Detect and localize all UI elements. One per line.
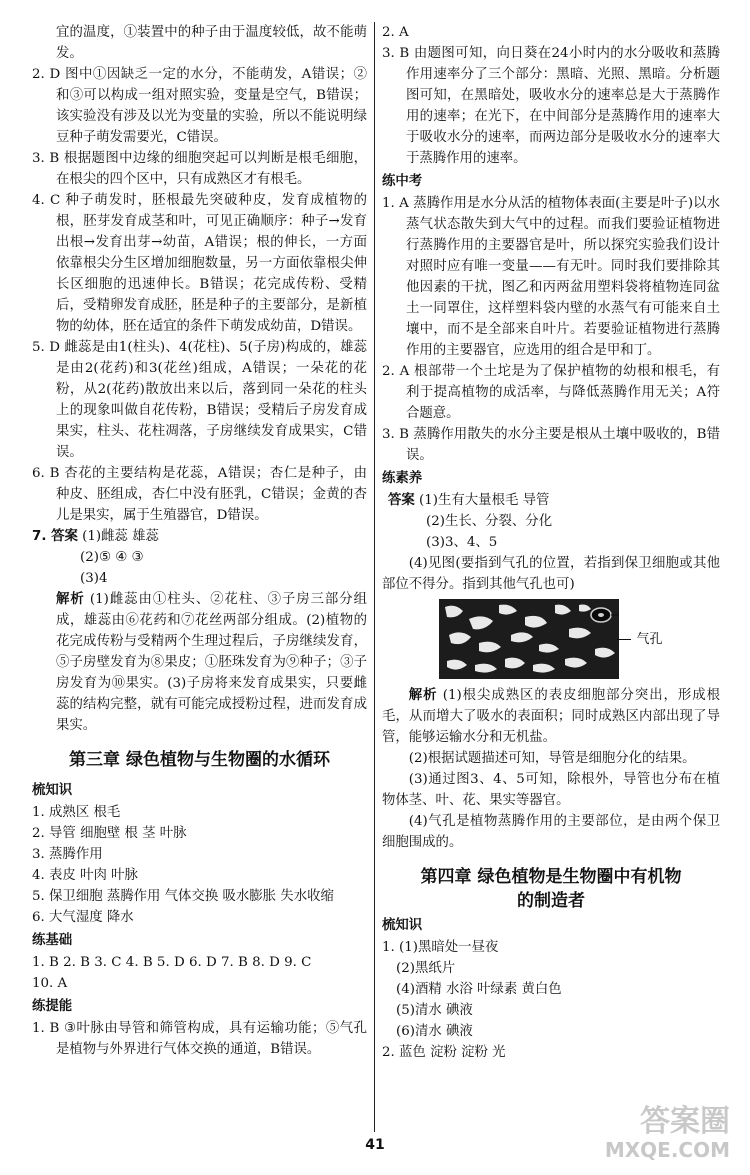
knowledge-item: 6. 大气湿度 降水 [32, 910, 134, 925]
chapter-4-title-line2: 的制造者 [517, 891, 585, 911]
knowledge-item: 1. 成熟区 根毛 [32, 805, 121, 820]
section-heading: 练基础 [32, 933, 73, 948]
analysis-text: (1)根尖成熟区的表皮细胞部分突出，形成根毛，从而增大了吸水的表面积；同时成熟区内部出现了导管，能够运输水分和无机盐。 [382, 688, 720, 745]
answer-line: (2)⑤ ④ ③ [80, 550, 144, 565]
paragraph: 宜的温度，①装置中的种子由于温度较低，故不能萌发。 [56, 25, 367, 61]
chapter-4-title [382, 865, 720, 913]
answer-item [32, 526, 367, 547]
knowledge-item: 3. 蒸腾作用 [32, 847, 103, 862]
knowledge-item: (5)清水 碘液 [396, 1003, 473, 1018]
figure-label: 气孔 [636, 631, 663, 647]
answer-item: 2. A [382, 25, 409, 40]
left-column [32, 22, 367, 1060]
answer-list: 1. B 2. B 3. C 4. B 5. D 6. D 7. B 8. D 9. C [32, 955, 312, 970]
watermark-line1: 答案圈 [640, 1104, 730, 1139]
analysis [382, 685, 720, 748]
section-heading: 练中考 [382, 174, 423, 189]
watermark-line2: MXQE.COM [604, 1138, 730, 1162]
knowledge-item: (4)酒精 水浴 叶绿素 黄白色 [396, 982, 562, 997]
column-divider [374, 22, 375, 1132]
answer-list: 10. A [32, 976, 68, 991]
page-number: 41 [365, 1137, 385, 1153]
answer-item: 6. B 杏花的主要结构是花蕊，A错误；杏仁是种子，由种皮、胚组成，杏仁中没有胚乳，C错误；金黄的杏儿是果实，属于生殖器官，D错误。 [32, 466, 367, 523]
answer-label: 7. 答案 [32, 529, 78, 544]
analysis-text: (3)通过图3、4、5可知，除根外，导管也分布在植物体茎、叶、花、果实等器官。 [382, 772, 720, 808]
analysis-label: 解析 [56, 592, 85, 607]
analysis [32, 589, 367, 736]
section-heading: 梳知识 [382, 918, 423, 933]
answer-item: 2. D 图中①因缺乏一定的水分，不能萌发，A错误；②和③可以构成一组对照实验，变量是空气，B错误；该实验没有涉及以光为变量的实验，所以不能说明绿豆种子萌发需要光，C错误。 [32, 67, 367, 145]
leaf-epidermis-image [439, 599, 619, 679]
answer-line: (3)4 [80, 571, 108, 586]
answer-item: 3. B 由题图可知，向日葵在24小时内的水分吸收和蒸腾作用速率分了三个部分：黑暗、光照、黑暗。分析题图可知，在黑暗处，吸收水分的速率总是大于蒸腾作用的速率；在光下，在中间部分是蒸腾作用的速率大于吸收水分的速率，而两边部分是吸收水分的速率大于蒸腾作用的速率。 [382, 46, 720, 166]
answer-item: 4. C 种子萌发时，胚根最先突破种皮，发育成植物的根，胚芽发育成茎和叶，可见正确顺序：种子→发育出根→发育出芽→幼苗，A错误；根的伸长，一方面依靠根尖分生区增加细胞数量，另一方面依靠根尖伸长区细胞的迅速伸长。B错误；花完成传粉、受精后，受精卵发育成胚，胚是种子的主要部分，是新植物的幼体，胚在适宜的条件下萌发成幼苗，D错误。 [32, 193, 367, 334]
answer-line: (1)生有大量根毛 导管 [419, 493, 550, 508]
answer-line: (4)见图(要指到气孔的位置，若指到保卫细胞或其他部位不得分。指到其他气孔也可) [382, 556, 720, 592]
answer-item: 1. A 蒸腾作用是水分从活的植物体表面(主要是叶子)以水蒸气状态散失到大气中的过程。而我们要验证植物进行蒸腾作用的主要器官是叶，所以探究实验我们设计对照时应有唯一变量——有无叶。同时我们要排除其他因素的干扰，图乙和丙两盆用塑料袋将植物连同盆土一同罩住，这样塑料袋内壁的水蒸气有可能来自土壤中，而不是全部来自叶片。若要验证植物进行蒸腾作用的主要器官，应选用的组合是甲和丁。 [382, 196, 720, 358]
analysis-text: (1)雌蕊由①柱头、②花柱、③子房三部分组成，雄蕊由⑥花药和⑦花丝两部分组成。(2)植物的花完成传粉与受精两个生理过程后，子房继续发育，⑤子房壁发育为⑧果皮；①胚珠发育为⑨种子；③子房发育为⑩果实。(3)子房将来发育成果实，只要雌蕊的结构完整，就有可能完成授粉过程，进而发育成果实。 [56, 592, 368, 733]
analysis-label: 解析 [408, 688, 438, 703]
analysis-text: (4)气孔是植物蒸腾作用的主要部位，是由两个保卫细胞围成的。 [382, 814, 720, 850]
watermark [605, 1105, 730, 1161]
answer-item [382, 490, 720, 511]
answer-line: (2)生长、分裂、分化 [426, 514, 553, 529]
knowledge-item: 2. 蓝色 淀粉 淀粉 光 [382, 1045, 506, 1060]
section-heading: 练素养 [382, 471, 423, 486]
right-column [382, 22, 720, 1063]
answer-item: 1. B ③叶脉由导管和筛管构成，具有运输功能；⑤气孔是植物与外界进行气体交换的通道，B错误。 [32, 1021, 367, 1057]
answer-item: 2. A 根部带一个土坨是为了保护植物的幼根和根毛，有利于提高植物的成活率，与降低蒸腾作用无关；A符合题意。 [382, 364, 720, 421]
knowledge-item: 5. 保卫细胞 蒸腾作用 气体交换 吸水膨胀 失水收缩 [32, 889, 334, 904]
figure-leader-line [617, 639, 631, 640]
chapter-4-title-line1: 第四章 绿色植物是生物圈中有机物 [420, 867, 682, 887]
knowledge-item: (2)黑纸片 [396, 961, 456, 976]
knowledge-item: (6)清水 碘液 [396, 1024, 473, 1039]
answer-line: (1)雌蕊 雄蕊 [82, 529, 159, 544]
chapter-3-title: 第三章 绿色植物与生物圈的水循环 [69, 750, 330, 770]
knowledge-item: 2. 导管 细胞壁 根 茎 叶脉 [32, 826, 187, 841]
section-heading: 梳知识 [32, 783, 73, 798]
stomata-figure [382, 599, 720, 679]
answer-item: 3. B 蒸腾作用散失的水分主要是根从土壤中吸收的，B错误。 [382, 427, 720, 463]
analysis-text: (2)根据试题描述可知，导管是细胞分化的结果。 [408, 751, 696, 766]
knowledge-item: 1. (1)黑暗处一昼夜 [382, 940, 499, 955]
answer-label: 答案 [388, 493, 415, 508]
answer-line: (3)3、4、5 [426, 535, 498, 550]
answer-item: 5. D 雌蕊是由1(柱头)、4(花柱)、5(子房)构成的，雄蕊是由2(花药)和3(花丝)组成，A错误；一朵花的花粉，从2(花药)散放出来以后，落到同一朵花的柱头上的现象叫做自花传粉，B错误；受精后子房发育成果实，柱头、花柱凋落，子房继续发育成果实，C错误。 [32, 340, 367, 460]
section-heading: 练提能 [32, 999, 73, 1014]
answer-item: 3. B 根据题图中边缘的细胞突起可以判断是根毛细胞，在根尖的四个区中，只有成熟区才有根毛。 [32, 151, 367, 187]
knowledge-item: 4. 表皮 叶肉 叶脉 [32, 868, 138, 883]
